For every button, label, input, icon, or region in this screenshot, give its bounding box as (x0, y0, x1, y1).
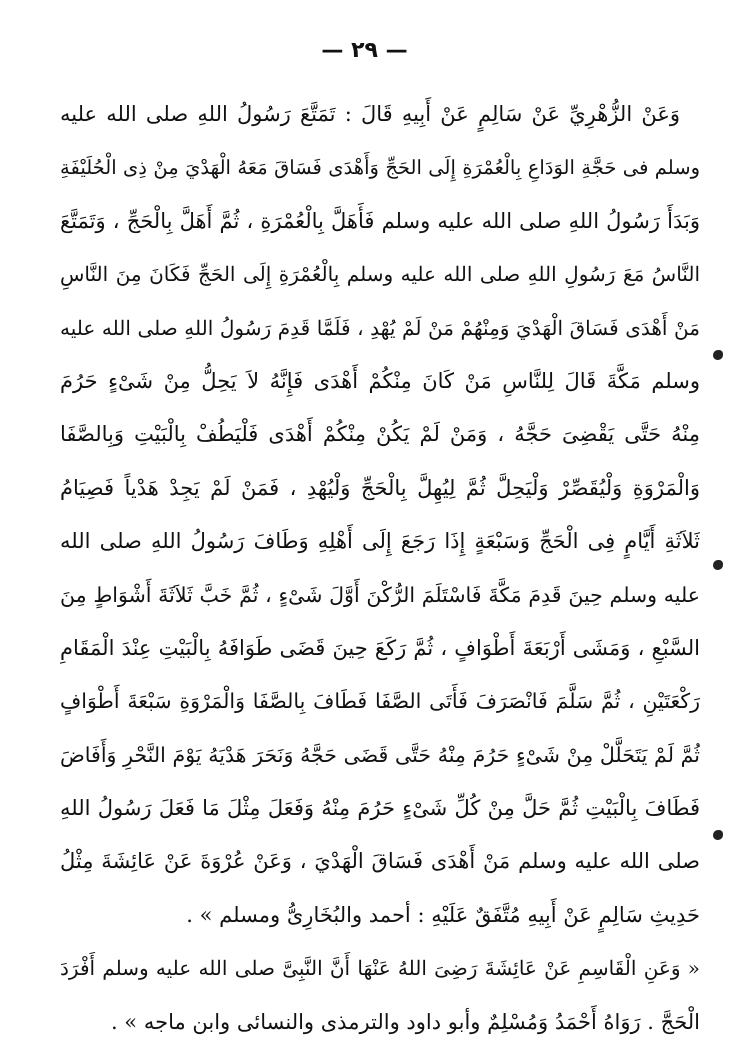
text-line: مِنْهُ حَتَّى يَقْضِىَ حَجَّهُ ، وَمَنْ لَمْ يَكُنْ مِنْكُمْ أَهْدَى فَلْيَطُفْ بِالْبَيْتِ وَبِالصَّفَا (60, 422, 700, 447)
page-number: — ٢٩ — (321, 38, 408, 63)
text-line: السَّبْعِ ، وَمَشَى أَرْبَعَةَ أَطْوَافٍ ، ثُمَّ رَكَعَ حِينَ قَضَى طَوَافَهُ بِالْبَيْتِ عِنْدَ الْمَقَامِ (60, 635, 700, 660)
text-line: وَالْمَرْوَةِ وَلْيُقَصِّرْ وَلْيَحِلَّ ثُمَّ لِيُهِلَّ بِالْحَجِّ وَلْيُهْدِ ، فَمَنْ لَمْ يَجِدْ هَدْياً فَصِيَامُ (60, 475, 700, 500)
text-line: ثَلاَثَةِ أَيَّامٍ فِى الْحَجِّ وَسَبْعَةٍ إِذَا رَجَعَ إِلَى أَهْلِهِ وَطَافَ رَسُولُ اللهِ صلى الله (60, 529, 700, 554)
paragraph-hadith-zuhri (60, 88, 700, 942)
paragraph-hadith-qasim (60, 942, 700, 1049)
text-line: ثُمَّ لَمْ يَتَحَلَّلْ مِنْ شَىْءٍ حَرُمَ مِنْهُ حَتَّى قَضَى حَجَّهُ وَنَحَرَ هَدْيَهُ يَوْمَ النَّحْرِ وَأَفَاضَ (60, 742, 700, 767)
ink-dot-icon (713, 830, 723, 840)
text-line: وسلم فى حَجَّةِ الوَدَاعِ بِالْعُمْرَةِ إِلَى الحَجِّ وَأَهْدَى فَسَاقَ مَعَهُ الْهَدْيَ مِنْ ذِى الْحُلَيْفَةِ (60, 156, 700, 180)
text-line: الْحَجَّ . رَوَاهُ أَحْمَدُ وَمُسْلِمٌ وأبو داود والترمذى والنسائى وابن ماجه » . (110, 1009, 700, 1034)
text-line: النَّاسُ مَعَ رَسُولِ اللهِ صلى الله عليه وسلم بِالْعُمْرَةِ إِلَى الحَجِّ فَكَانَ مِنَ النَّاسِ (60, 262, 700, 287)
text-line: « وَعَنِ الْقَاسِمِ عَنْ عَائِشَةَ رَضِىَ اللهُ عَنْهَا أَنَّ النَّبِىَّ صلى الله عليه وسلم أَفْرَدَ (60, 956, 700, 981)
text-line: وسلم مَكَّةَ قَالَ لِلنَّاسِ مَنْ كَانَ مِنْكُمْ أَهْدَى فَإِنَّهُ لاَ يَحِلُّ مِنْ شَىْءٍ حَرُمَ (60, 368, 700, 393)
text-line: رَكْعَتَيْنِ ، ثُمَّ سَلَّمَ فَانْصَرَفَ فَأَتَى الصَّفَا فَطَافَ بِالصَّفَا وَالْمَرْوَةِ سَبْعَةَ أَطْوَافٍ (60, 689, 700, 714)
ink-dot-icon (713, 560, 723, 570)
text-line: وَعَنْ الزُّهْرِيِّ عَنْ سَالِمٍ عَنْ أَبِيهِ قَالَ : تَمَتَّعَ رَسُولُ اللهِ صلى الله عليه (60, 102, 680, 126)
text-line: عليه وسلم حِينَ قَدِمَ مَكَّةَ فَاسْتَلَمَ الرُّكْنَ أَوَّلَ شَىْءٍ ، ثُمَّ خَبَّ ثَلاَثَةَ أَشْوَاطٍ مِنَ (60, 582, 700, 607)
ink-dot-icon (713, 350, 723, 360)
text-line: فَطَافَ بِالْبَيْتِ ثُمَّ حَلَّ مِنْ كُلِّ شَىْءٍ حَرُمَ مِنْهُ وَفَعَلَ مِثْلَ مَا فَعَلَ رَسُولُ اللهِ (60, 796, 700, 821)
text-line: وَبَدَأَ رَسُولُ اللهِ صلى الله عليه وسلم فَأَهَلَّ بِالْعُمْرَةِ ، ثُمَّ أَهَلَّ بِالْحَجِّ ، وَتَمَتَّعَ (60, 208, 700, 233)
text-line: مَنْ أَهْدَى فَسَاقَ الْهَدْيَ وَمِنْهُمْ مَنْ لَمْ يُهْدِ ، فَلَمَّا قَدِمَ رَسُولُ اللهِ صلى الله عليه (60, 315, 700, 340)
text-line: صلى الله عليه وسلم مَنْ أَهْدَى فَسَاقَ الْهَدْيَ ، وَعَنْ عُرْوَةَ عَنْ عَائِشَةَ مِثْلُ (60, 849, 700, 874)
body-text (60, 88, 700, 1049)
text-line: حَدِيثِ سَالِمٍ عَنْ أَبِيهِ مُتَّفَقٌ عَلَيْهِ : أحمد والبُخَارِىُّ ومسلم » . (186, 902, 700, 927)
